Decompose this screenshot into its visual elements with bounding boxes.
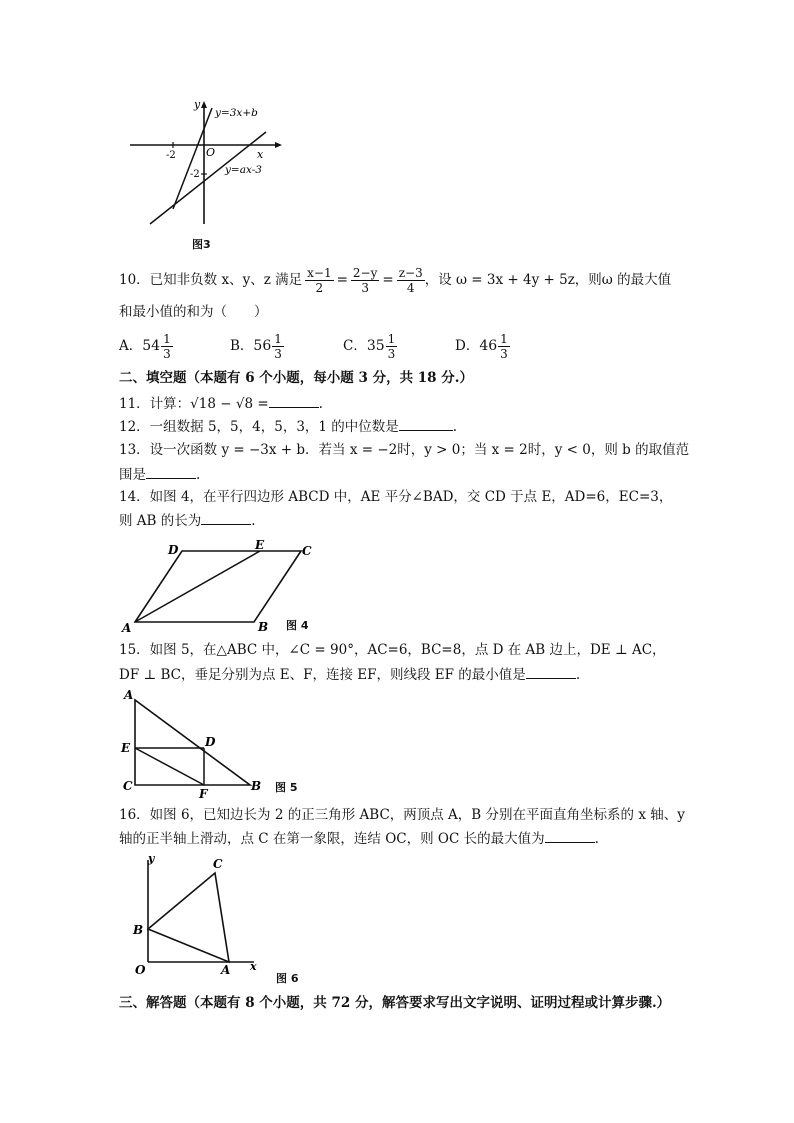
q10-option-b[interactable]: B． 56 $\frac{1}{3}$: [230, 331, 282, 361]
q10-frac2: $\frac{2-y}{3}$: [352, 265, 378, 295]
fig6-label-c: C: [213, 857, 223, 871]
fig5-label-a: A: [124, 688, 134, 702]
q15-line2: DF ⊥ BC，垂足分别为点 E、F，连接 EF，则线段 EF 的最小值是 .: [119, 667, 581, 683]
fig4-label-c: C: [302, 544, 312, 558]
q11: 11．计算：√18 − √8 = .: [119, 396, 323, 412]
q16-line1: 16．如图 6，已知边长为 2 的正三角形 ABC，两顶点 A，B 分别在平面直角坐标系的 x 轴、y: [119, 807, 685, 823]
fig4-segment-ae: [135, 551, 260, 622]
fig5-triangle-abc: [135, 700, 250, 785]
q12: 12．一组数据 5，5，4，5，3，1 的中位数是 .: [119, 419, 458, 435]
fig6-caption: 图 6: [276, 972, 299, 985]
q10-prefix: 10．已知非负数 x、y、z 满足: [119, 272, 303, 288]
q13-line2: 围是 .: [119, 467, 201, 483]
fig5-segment-ef: [135, 748, 204, 785]
fig5-label-f: F: [199, 787, 208, 798]
fig5-label-c: C: [123, 779, 133, 793]
q14-answer-blank[interactable]: [201, 511, 251, 525]
fig6-label-b: B: [133, 923, 144, 937]
q10-line2: 和最小值的和为（ ）: [119, 304, 268, 320]
fig3-y-label: y: [194, 98, 201, 111]
q14-line2: 则 AB 的长为 .: [119, 513, 256, 529]
q10-frac3: $\frac{z-3}{4}$: [398, 265, 423, 295]
fig3-y-arrow: [201, 101, 207, 108]
fig6-label-a: A: [221, 963, 231, 977]
fig5-caption: 图 5: [275, 781, 298, 794]
fig3-x-label: x: [257, 148, 264, 161]
section-3-heading: 三、解答题（本题有 8 个小题，共 72 分，解答要求写出文字说明、证明过程或计算步骤.）: [119, 995, 671, 1011]
fig4-caption: 图 4: [286, 619, 309, 632]
q10-suffix: ，设 ω = 3x + 4y + 5z，则ω 的最大值: [424, 272, 672, 288]
fig6-label-y: y: [148, 852, 155, 865]
q10-option-d[interactable]: D． 46 $\frac{1}{3}$: [455, 331, 508, 361]
fig3-line1-label: y=3x+b: [215, 107, 258, 119]
fig4-label-b: B: [258, 620, 269, 634]
fig3-x-arrow: [275, 142, 282, 148]
q13-answer-blank[interactable]: [146, 465, 196, 479]
fig5-label-d: D: [205, 735, 216, 749]
fig3-origin-label: O: [206, 146, 216, 159]
fig3-neg2-x: -2: [166, 150, 176, 161]
q10-line1: [119, 260, 671, 300]
q15-line1: 15．如图 5，在△ABC 中，∠C = 90°，AC=6，BC=8，点 D 在 AB 边上，DE ⊥ AC，: [119, 642, 666, 658]
fig6-label-o: O: [135, 963, 146, 977]
q10-eq2: =: [382, 272, 394, 288]
q11-answer-blank[interactable]: [269, 394, 319, 408]
q15-answer-blank[interactable]: [526, 665, 576, 679]
q16-line2: 轴的正半轴上滑动，点 C 在第一象限，连结 OC，则 OC 长的最大值为 .: [119, 831, 599, 847]
q10-eq1: =: [336, 272, 348, 288]
fig6-triangle-abc: [148, 873, 229, 962]
q14-line1: 14．如图 4，在平行四边形 ABCD 中，AE 平分∠BAD，交 CD 于点 E，AD=6，EC=3，: [119, 489, 673, 505]
fig5-label-e: E: [121, 741, 131, 755]
fig4-label-a: A: [122, 621, 132, 634]
fig3-line2-label: y=ax-3: [225, 164, 262, 176]
fig4-label-d: D: [168, 543, 179, 557]
q10-frac1: $\frac{x-1}{2}$: [307, 265, 332, 295]
figure-6: [128, 848, 278, 980]
fig3-caption: 图3: [192, 238, 211, 251]
q12-answer-blank[interactable]: [399, 417, 453, 431]
q13-line1: 13．设一次函数 y = −3x + b．若当 x = −2时，y > 0；当 x = 2时，y < 0，则 b 的取值范: [119, 442, 690, 458]
figure-5: [118, 686, 278, 798]
fig5-label-b: B: [251, 779, 262, 793]
fig4-label-e: E: [255, 538, 265, 552]
q10-option-a[interactable]: A． 54 $\frac{1}{3}$: [119, 331, 171, 361]
section-2-heading: 二、填空题（本题有 6 个小题，每小题 3 分，共 18 分.）: [119, 370, 473, 386]
q10-option-c[interactable]: C． 35 $\frac{1}{3}$: [343, 331, 396, 361]
fig6-label-x: x: [250, 960, 257, 973]
fig4-parallelogram: [135, 551, 301, 622]
fig3-neg2-y: -2: [190, 169, 200, 180]
q16-answer-blank[interactable]: [545, 829, 595, 843]
figure-3: [125, 96, 285, 256]
